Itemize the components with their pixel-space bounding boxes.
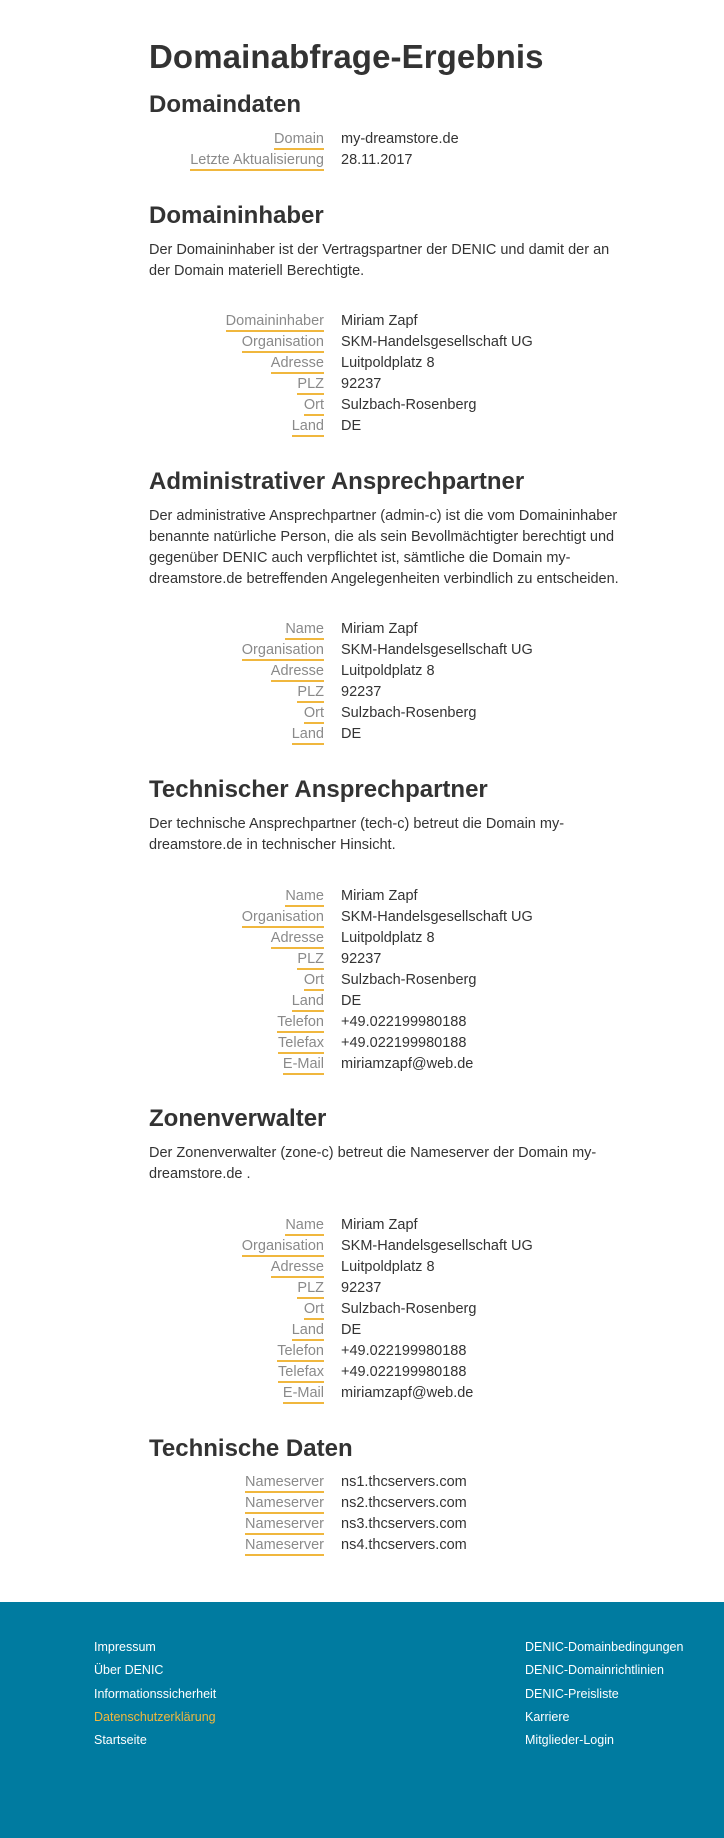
- field-label-land: Land: [292, 1321, 324, 1341]
- field-label-letzte-aktualisierung: Letzte Aktualisierung: [190, 151, 324, 171]
- field-row-land: [149, 991, 629, 1012]
- footer-links-left: [94, 1636, 216, 1752]
- field-value-nameserver: ns2.thcservers.com: [341, 1495, 467, 1511]
- kv-list-zone: [149, 1215, 629, 1404]
- field-label-land: Land: [292, 417, 324, 437]
- field-label-ort: Ort: [304, 971, 324, 991]
- field-label-adresse: Adresse: [271, 662, 324, 682]
- section-heading-tech: Technischer Ansprechpartner: [149, 776, 488, 803]
- field-row-domaininhaber: [149, 311, 629, 332]
- field-row-name: [149, 1215, 629, 1236]
- field-row-telefon: [149, 1012, 629, 1033]
- field-row-plz: [149, 682, 629, 703]
- kv-list-domaindaten: [149, 129, 629, 171]
- field-row-e-mail: [149, 1383, 629, 1404]
- field-row-ort: [149, 703, 629, 724]
- section-heading-admin: Administrativer Ansprechpartner: [149, 468, 525, 495]
- field-value-domaininhaber: Miriam Zapf: [341, 313, 418, 329]
- field-row-name: [149, 619, 629, 640]
- field-label-nameserver: Nameserver: [245, 1473, 324, 1493]
- section-description-admin: Der administrative Ansprechpartner (admin-c) ist die vom Domaininhaber benannte natürliche Person, die als sein Bevollmächtigter berechtigt und gegenüber DENIC auch verpflichtet ist, sämtliche die Domain my-dreamstore.de betreffenden Angelegenheiten verbindlich zu entscheiden.: [149, 508, 619, 587]
- field-label-plz: PLZ: [297, 375, 324, 395]
- field-row-adresse: [149, 661, 629, 682]
- field-label-telefon: Telefon: [277, 1013, 324, 1033]
- field-label-name: Name: [285, 620, 324, 640]
- section-description-zone: Der Zonenverwalter (zone-c) betreut die Nameserver der Domain my-dreamstore.de .: [149, 1145, 597, 1182]
- field-label-name: Name: [285, 1216, 324, 1236]
- field-label-organisation: Organisation: [242, 641, 324, 661]
- field-value-telefon: +49.022199980188: [341, 1014, 467, 1030]
- kv-list-tech: [149, 886, 629, 1075]
- field-value-plz: 92237: [341, 1280, 382, 1296]
- page-title: Domainabfrage-Ergebnis: [149, 38, 544, 75]
- field-value-land: DE: [341, 993, 362, 1009]
- field-row-organisation: [149, 332, 629, 353]
- footer-link-datenschutzerklaerung[interactable]: Datenschutzerklärung: [94, 1709, 216, 1724]
- field-label-ort: Ort: [304, 1300, 324, 1320]
- field-value-adresse: Luitpoldplatz 8: [341, 930, 435, 946]
- field-row-ort: [149, 1299, 629, 1320]
- field-label-name: Name: [285, 887, 324, 907]
- field-row-land: [149, 724, 629, 745]
- field-value-telefax: +49.022199980188: [341, 1364, 467, 1380]
- field-row-nameserver: [149, 1535, 629, 1556]
- field-label-domaininhaber: Domaininhaber: [226, 312, 324, 332]
- field-label-organisation: Organisation: [242, 908, 324, 928]
- field-value-land: DE: [341, 726, 362, 742]
- field-label-e-mail: E-Mail: [283, 1055, 324, 1075]
- field-row-organisation: [149, 907, 629, 928]
- field-value-organisation: SKM-Handelsgesellschaft UG: [341, 642, 533, 658]
- field-row-adresse: [149, 353, 629, 374]
- field-label-nameserver: Nameserver: [245, 1536, 324, 1556]
- field-value-ort: Sulzbach-Rosenberg: [341, 1301, 477, 1317]
- footer-link-informationssicherheit[interactable]: Informationssicherheit: [94, 1686, 217, 1701]
- footer-links-right: [525, 1636, 683, 1752]
- field-value-organisation: SKM-Handelsgesellschaft UG: [341, 909, 533, 925]
- field-value-organisation: SKM-Handelsgesellschaft UG: [341, 334, 533, 350]
- field-label-plz: PLZ: [297, 950, 324, 970]
- section-description-tech: Der technische Ansprechpartner (tech-c) betreut die Domain my-dreamstore.de in technischer Hinsicht.: [149, 816, 565, 853]
- field-row-letzte-aktualisierung: [149, 150, 629, 171]
- field-row-plz: [149, 1278, 629, 1299]
- field-row-adresse: [149, 928, 629, 949]
- section-heading-zone: Zonenverwalter: [149, 1105, 327, 1132]
- field-label-land: Land: [292, 725, 324, 745]
- section-heading-domaininhaber: Domaininhaber: [149, 202, 324, 229]
- kv-list-admin: [149, 619, 629, 745]
- field-label-nameserver: Nameserver: [245, 1515, 324, 1535]
- field-label-land: Land: [292, 992, 324, 1012]
- field-row-land: [149, 1320, 629, 1341]
- field-row-ort: [149, 395, 629, 416]
- field-label-telefax: Telefax: [278, 1034, 324, 1054]
- field-value-nameserver: ns3.thcservers.com: [341, 1516, 467, 1532]
- field-row-nameserver: [149, 1472, 629, 1493]
- field-value-organisation: SKM-Handelsgesellschaft UG: [341, 1238, 533, 1254]
- section-description-domaininhaber: Der Domaininhaber ist der Vertragspartner der DENIC und damit der an der Domain materiell Berechtigte.: [149, 242, 610, 279]
- field-row-land: [149, 416, 629, 437]
- field-row-nameserver: [149, 1514, 629, 1535]
- footer-link-denic-domainrichtlinien[interactable]: DENIC-Domainrichtlinien: [525, 1663, 664, 1678]
- field-row-adresse: [149, 1257, 629, 1278]
- field-label-adresse: Adresse: [271, 354, 324, 374]
- footer-link-impressum[interactable]: Impressum: [94, 1640, 156, 1654]
- field-row-organisation: [149, 640, 629, 661]
- section-heading-technische-daten: Technische Daten: [149, 1435, 353, 1462]
- field-value-nameserver: ns4.thcservers.com: [341, 1537, 467, 1553]
- field-row-plz: [149, 949, 629, 970]
- kv-list-domaininhaber: [149, 311, 629, 437]
- footer-link-startseite[interactable]: Startseite: [94, 1733, 147, 1748]
- field-value-e-mail: miriamzapf@web.de: [341, 1056, 474, 1072]
- footer-link-denic-domainbedingungen[interactable]: DENIC-Domainbedingungen: [525, 1640, 684, 1654]
- field-label-organisation: Organisation: [242, 1237, 324, 1257]
- footer-link-karriere[interactable]: Karriere: [525, 1709, 570, 1724]
- field-label-plz: PLZ: [297, 1279, 324, 1299]
- field-value-name: Miriam Zapf: [341, 888, 418, 904]
- field-row-nameserver: [149, 1493, 629, 1514]
- field-label-telefax: Telefax: [278, 1363, 324, 1383]
- field-label-adresse: Adresse: [271, 929, 324, 949]
- field-label-adresse: Adresse: [271, 1258, 324, 1278]
- field-row-domain: [149, 129, 629, 150]
- field-label-ort: Ort: [304, 704, 324, 724]
- kv-list-technische-daten: [149, 1472, 629, 1556]
- field-value-letzte-aktualisierung: 28.11.2017: [341, 152, 413, 168]
- field-row-plz: [149, 374, 629, 395]
- field-label-plz: PLZ: [297, 683, 324, 703]
- section-heading-domaindaten: Domaindaten: [149, 91, 302, 118]
- field-value-land: DE: [341, 418, 362, 434]
- field-label-nameserver: Nameserver: [245, 1494, 324, 1514]
- site-footer: [0, 1602, 724, 1838]
- field-row-organisation: [149, 1236, 629, 1257]
- field-row-e-mail: [149, 1054, 629, 1075]
- field-row-telefon: [149, 1341, 629, 1362]
- field-label-telefon: Telefon: [277, 1342, 324, 1362]
- footer-link-ueber-denic[interactable]: Über DENIC: [94, 1663, 164, 1678]
- field-row-telefax: [149, 1362, 629, 1383]
- field-value-telefax: +49.022199980188: [341, 1035, 467, 1051]
- field-value-name: Miriam Zapf: [341, 621, 418, 637]
- field-value-adresse: Luitpoldplatz 8: [341, 663, 435, 679]
- field-value-ort: Sulzbach-Rosenberg: [341, 397, 477, 413]
- field-row-name: [149, 886, 629, 907]
- field-value-ort: Sulzbach-Rosenberg: [341, 705, 477, 721]
- field-value-land: DE: [341, 1322, 362, 1338]
- field-label-organisation: Organisation: [242, 333, 324, 353]
- field-value-domain: my-dreamstore.de: [341, 131, 459, 147]
- field-label-e-mail: E-Mail: [283, 1384, 324, 1404]
- field-value-telefon: +49.022199980188: [341, 1343, 467, 1359]
- field-label-domain: Domain: [274, 130, 324, 150]
- field-value-ort: Sulzbach-Rosenberg: [341, 972, 477, 988]
- field-value-adresse: Luitpoldplatz 8: [341, 355, 435, 371]
- field-value-nameserver: ns1.thcservers.com: [341, 1474, 467, 1490]
- field-value-plz: 92237: [341, 951, 382, 967]
- field-row-telefax: [149, 1033, 629, 1054]
- field-row-ort: [149, 970, 629, 991]
- footer-link-denic-preisliste[interactable]: DENIC-Preisliste: [525, 1686, 619, 1701]
- field-value-adresse: Luitpoldplatz 8: [341, 1259, 435, 1275]
- field-value-plz: 92237: [341, 684, 382, 700]
- field-value-e-mail: miriamzapf@web.de: [341, 1385, 474, 1401]
- field-value-plz: 92237: [341, 376, 382, 392]
- field-value-name: Miriam Zapf: [341, 1217, 418, 1233]
- footer-link-mitglieder-login[interactable]: Mitglieder-Login: [525, 1733, 614, 1748]
- field-label-ort: Ort: [304, 396, 324, 416]
